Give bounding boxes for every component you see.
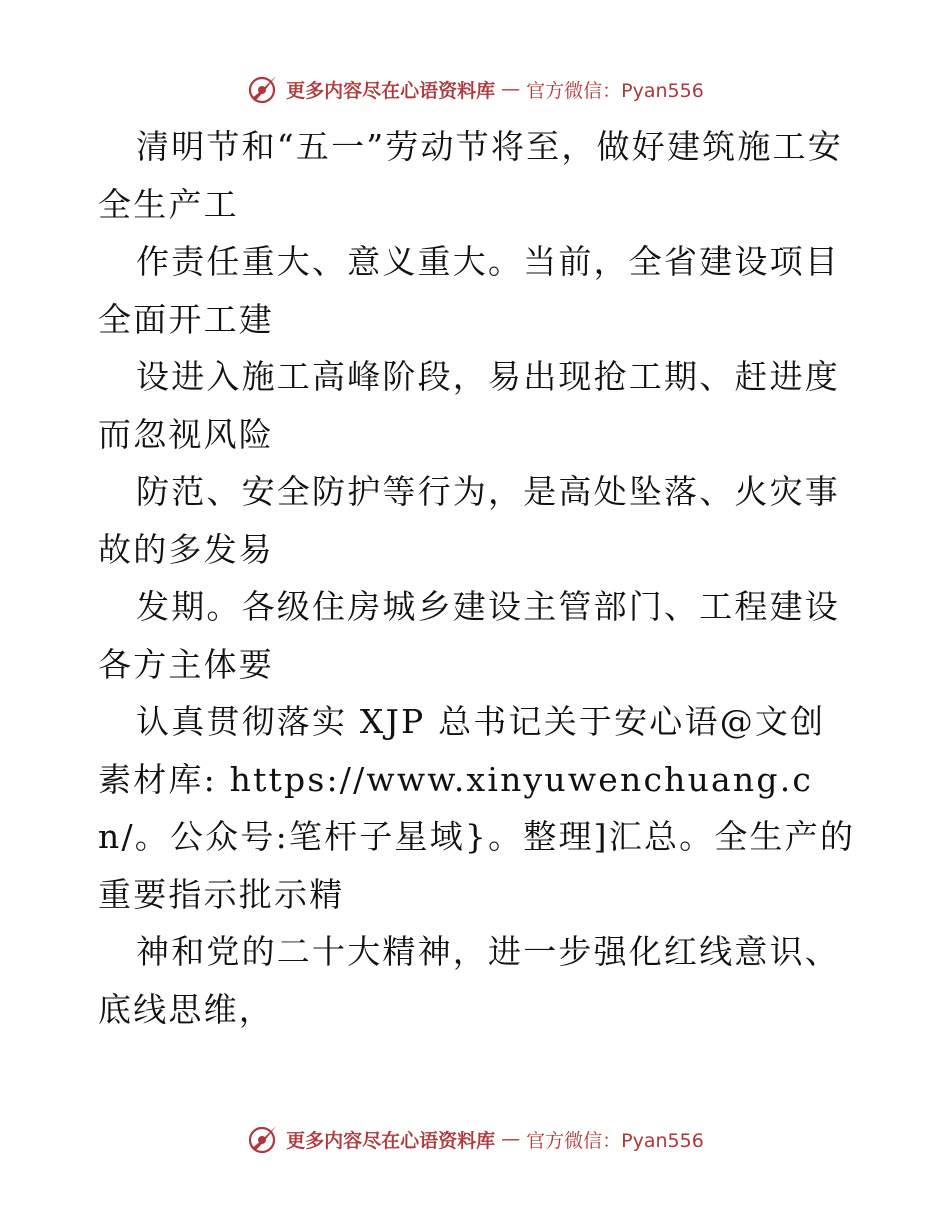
watermark-separator: — [501,78,521,100]
quill-pen-logo-icon [246,1122,280,1156]
paragraph-1 [98,118,858,233]
line: 设进入施工高峰阶段，易出现抢工期、赶进度而 [98,357,840,454]
paragraph-3 [98,348,858,463]
line: 防范、安全防护等行为，是高处坠落、火灾事故 [98,472,840,569]
line: 面开工建 [133,299,275,339]
line: 作责任重大、意义重大。当前，全省建设项目全 [98,242,840,339]
footer-watermark [0,1119,950,1159]
paragraph-2 [98,233,858,348]
header-watermark [0,69,950,109]
line: 认真贯彻落实 XJP 总书记关于安心语@文创素材 [98,702,826,799]
watermark-wechat-text: 官方微信：Pyan556 [526,1129,704,1152]
line: 方主体要 [133,644,275,684]
line: 发期。各级住房城乡建设主管部门、工程建设各 [98,587,840,684]
line: 神和党的二十大精神，进一步强化红线意识、底 [98,932,840,1029]
line: 精 [309,874,345,914]
line: 笔杆子星域}。整理]汇总。全生产的重要指示批示 [98,817,856,914]
line: 线思维， [133,989,275,1029]
line: 库: https://www.xinyuwenchuang.cn/。公众号: [98,759,814,856]
paragraph-4 [98,463,858,578]
paragraph-5 [98,578,858,693]
paragraph-6 [98,693,858,923]
line: 忽视风险 [133,414,275,454]
quill-pen-logo-icon [246,72,280,106]
document-body [98,118,858,1038]
line: 全生产工 [98,184,239,224]
line: 的多发易 [133,529,275,569]
watermark-main-text: 更多内容尽在心语资料库 [286,79,496,102]
watermark-wechat-text: 官方微信：Pyan556 [526,79,704,102]
paragraph-7 [98,923,858,1038]
watermark-main-text: 更多内容尽在心语资料库 [286,1129,496,1152]
line: 清明节和“五一”劳动节将至，做好建筑施工安 [136,127,843,166]
watermark-separator: — [501,1128,521,1150]
